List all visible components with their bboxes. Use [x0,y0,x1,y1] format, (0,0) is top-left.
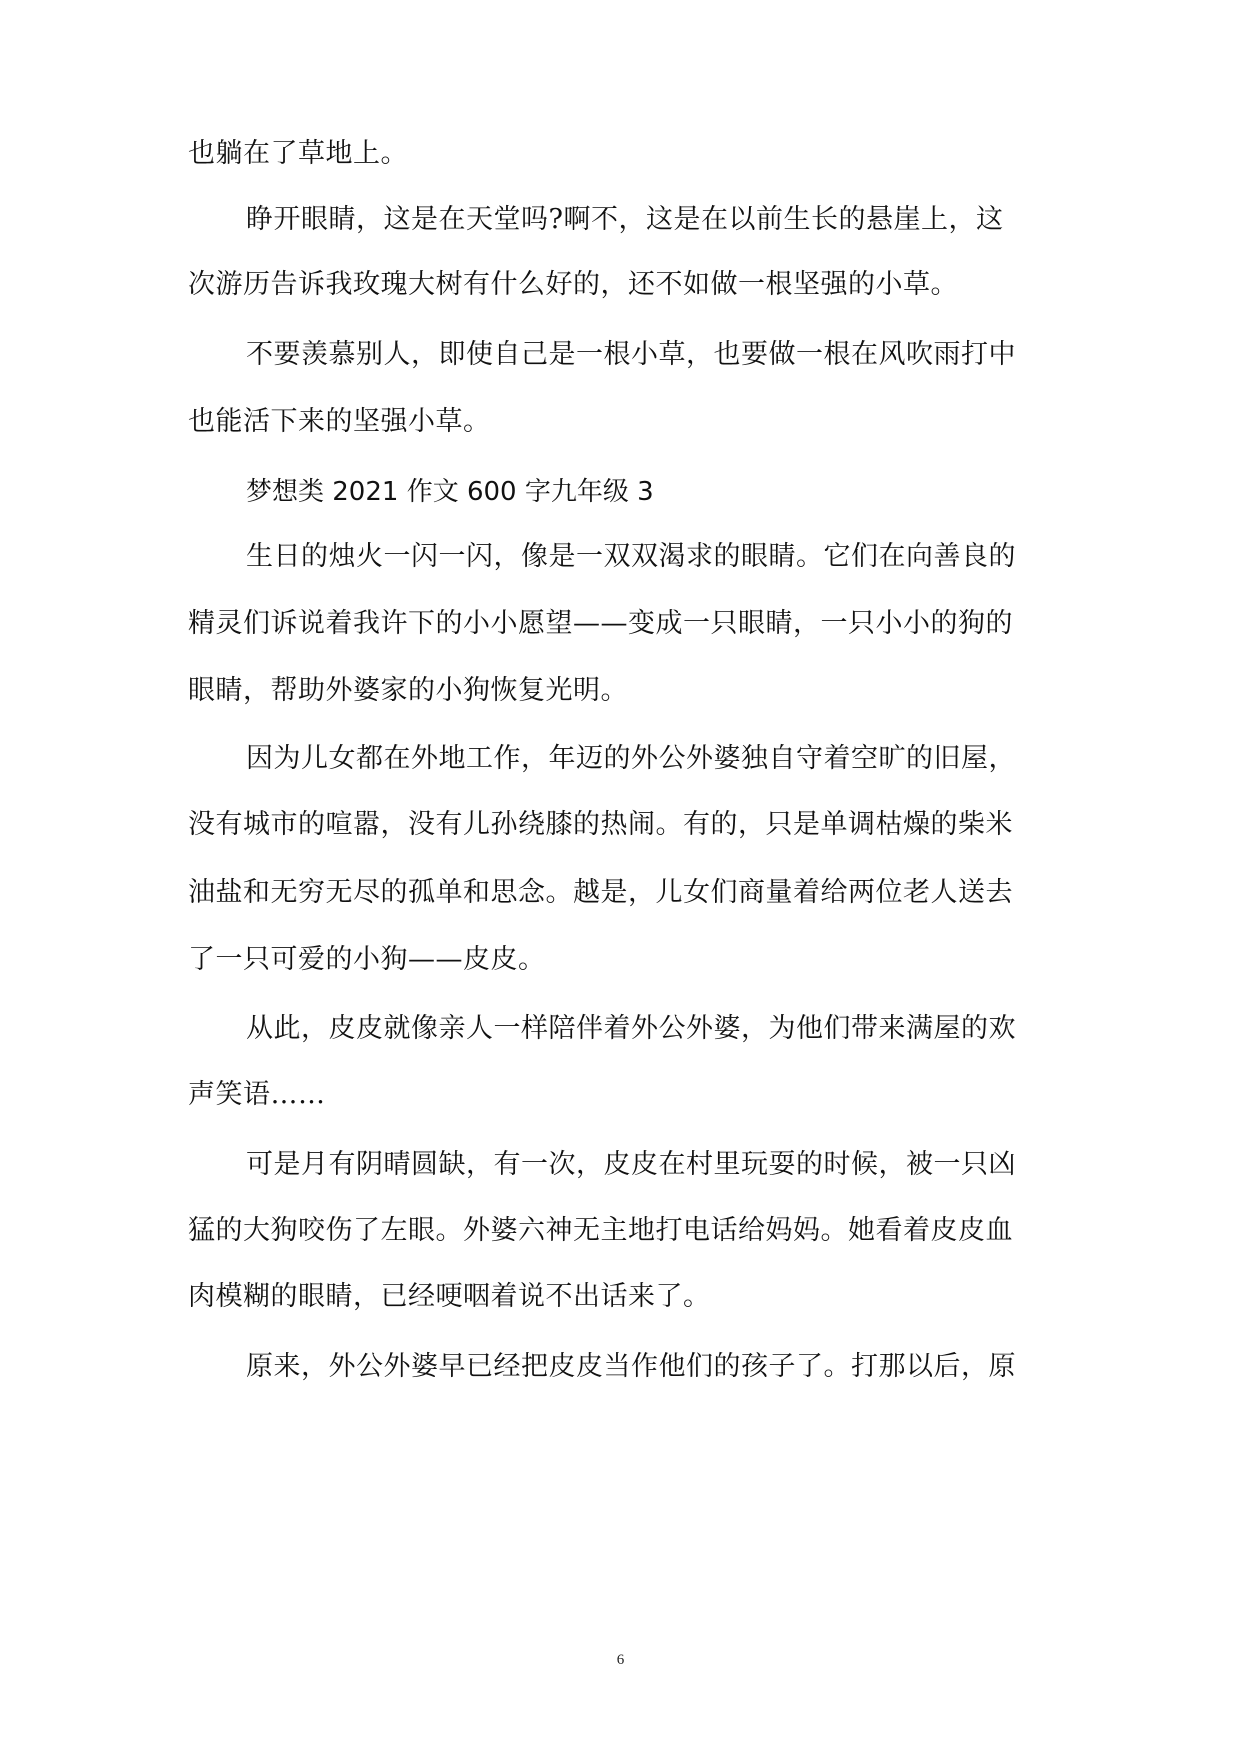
text-line: 肉模糊的眼睛，已经哽咽着说不出话来了。 [188,1281,711,1312]
text-line: 也能活下来的坚强小草。 [188,406,491,437]
text-line: 油盐和无穷无尽的孤单和思念。越是，儿女们商量着给两位老人送去 [188,877,1013,908]
text-line: 猛的大狗咬伤了左眼。外婆六神无主地打电话给妈妈。她看着皮皮血 [188,1215,1013,1246]
text-line: 声笑语…… [188,1079,326,1110]
text-line: 也躺在了草地上。 [188,138,408,169]
paragraph-first-line: 原来，外公外婆早已经把皮皮当作他们的孩子了。打那以后，原 [246,1351,1016,1382]
paragraph-first-line: 不要羡慕别人，即使自己是一根小草，也要做一根在风吹雨打中 [246,339,1016,370]
paragraph-first-line: 睁开眼睛，这是在天堂吗?啊不，这是在以前生长的悬崖上，这 [246,204,1004,235]
paragraph-first-line: 可是月有阴晴圆缺，有一次，皮皮在村里玩耍的时候，被一只凶 [246,1149,1016,1180]
text-line: 次游历告诉我玫瑰大树有什么好的，还不如做一根坚强的小草。 [188,269,958,300]
paragraph-first-line: 生日的烛火一闪一闪，像是一双双渴求的眼睛。它们在向善良的 [246,541,1016,572]
text-line: 了一只可爱的小狗——皮皮。 [188,944,546,975]
paragraph-first-line: 因为儿女都在外地工作，年迈的外公外婆独自守着空旷的旧屋， [246,743,1016,774]
paragraph-first-line: 从此，皮皮就像亲人一样陪伴着外公外婆，为他们带来满屋的欢 [246,1013,1016,1044]
text-line: 没有城市的喧嚣，没有儿孙绕膝的热闹。有的，只是单调枯燥的柴米 [188,809,1013,840]
section-heading: 梦想类 2021 作文 600 字九年级 3 [246,477,654,507]
text-line: 精灵们诉说着我许下的小小愿望——变成一只眼睛，一只小小的狗的 [188,608,1013,639]
text-line: 眼睛，帮助外婆家的小狗恢复光明。 [188,675,628,706]
page-number: 6 [616,1652,625,1668]
